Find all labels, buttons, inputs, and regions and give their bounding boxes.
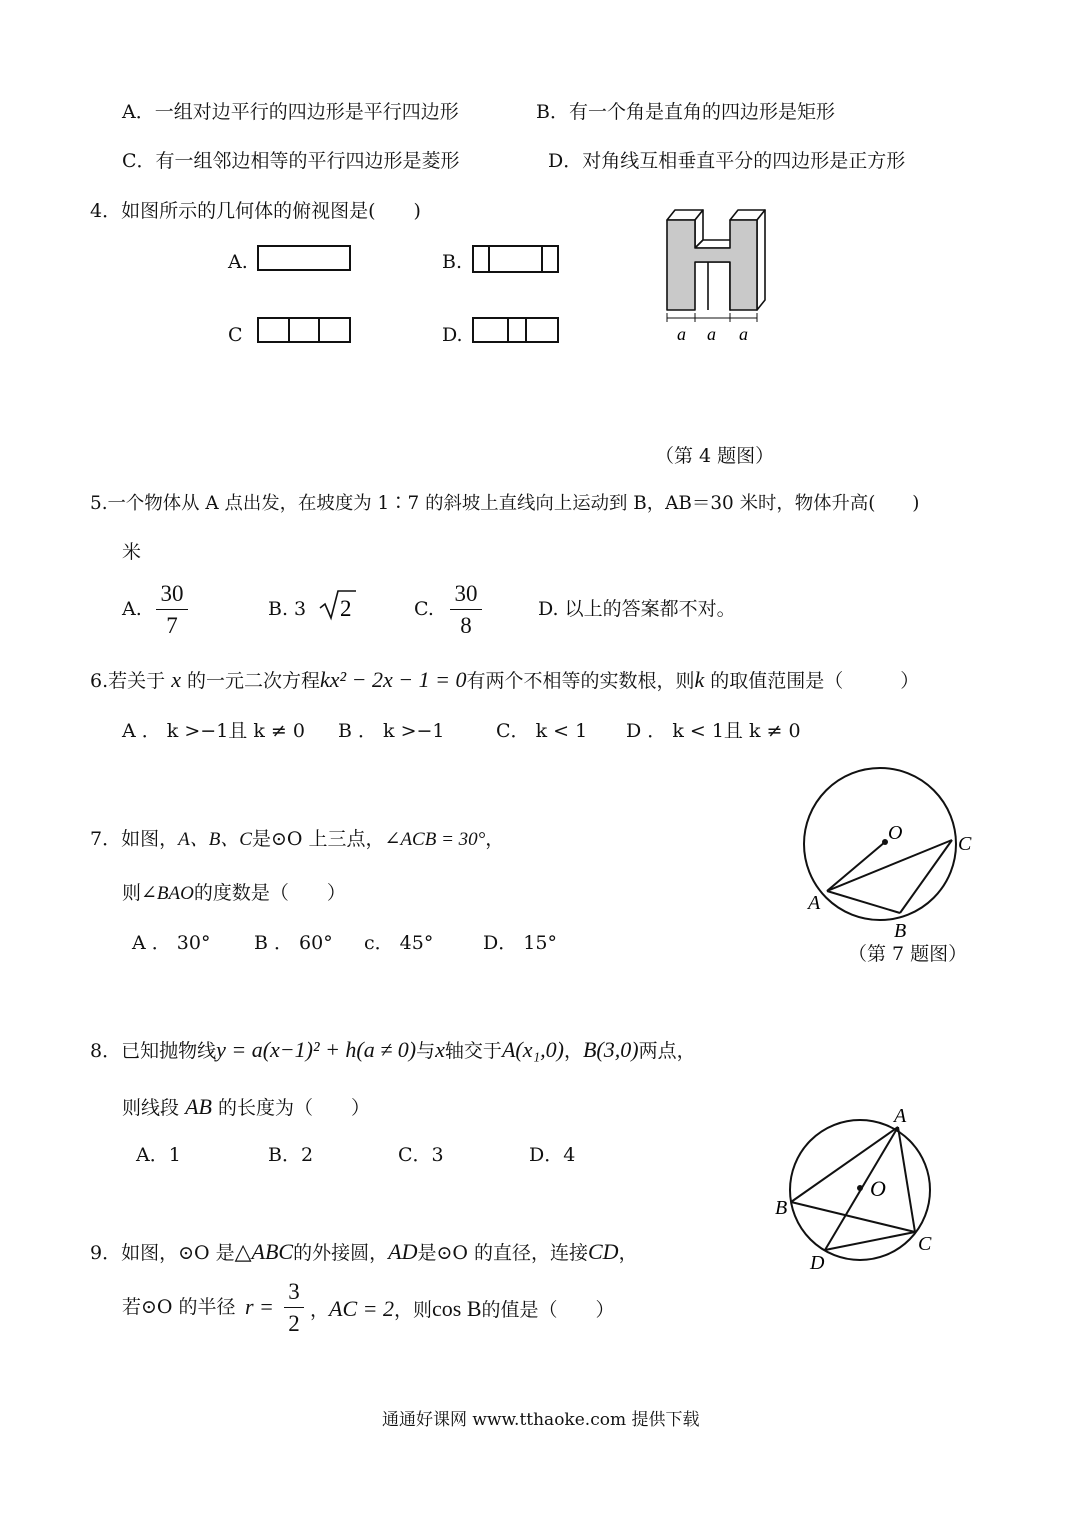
q9-text-b: 的外接圆，	[293, 1242, 389, 1264]
q7-line2-angle: ∠BAO	[141, 883, 194, 904]
q7-points: A、B、C	[178, 829, 252, 850]
q8-line2-a: 则线段	[122, 1097, 180, 1119]
q3-option-d: D．对角线互相垂直平分的四边形是正方形	[548, 150, 906, 172]
q5-option-d: D. 以上的答案都不对。	[538, 598, 736, 620]
q5-label-c: C.	[414, 598, 434, 620]
q5-label-b: B. 3	[268, 598, 307, 620]
q9-label-c: C	[918, 1233, 932, 1255]
q4-dim-a-1: a	[677, 324, 686, 344]
q5-sqrt-radicand: 2	[340, 596, 352, 621]
q7-text-a: 7．如图，	[90, 828, 179, 850]
q8-line2-b: 的长度为（ ）	[218, 1097, 371, 1119]
q9-line2-rest	[310, 1298, 615, 1320]
q8-stem	[90, 1039, 696, 1061]
q7-option-a: A ． 30°	[132, 932, 211, 954]
q6-option-a: A ． k >−1且 k ≠ 0	[122, 720, 305, 742]
q9-line2-ac: AC = 2	[329, 1296, 394, 1321]
q8-point-b: B(3,0)	[582, 1037, 639, 1062]
q7-label-b: B	[894, 920, 907, 942]
q8-text-d: 两点，	[638, 1040, 696, 1062]
q5-stem-cont: 米	[122, 541, 142, 563]
q8-line2-ab: AB	[185, 1094, 212, 1119]
q4-option-d-box	[472, 317, 559, 343]
q7-option-c: c． 45°	[364, 932, 434, 954]
q5-label-a: A.	[122, 598, 142, 620]
q9-text-a: 9．如图，⊙O 是	[90, 1242, 235, 1264]
q9-text-c: 是⊙O 的直径，连接	[417, 1242, 588, 1264]
q7-text-b: 是⊙O 上三点，	[251, 828, 385, 850]
q4-label-d: D.	[442, 324, 463, 346]
q8-text-c: 轴交于	[444, 1040, 502, 1062]
q4-option-c-box	[257, 317, 351, 343]
q9-line2-b: ，	[310, 1299, 330, 1321]
q7-text-c: ，	[485, 828, 505, 850]
q4-label-a: A.	[228, 251, 248, 273]
q9-line2-r: r =	[245, 1294, 274, 1319]
q9-stem	[90, 1241, 638, 1263]
q8-option-b: B．2	[268, 1144, 314, 1166]
q3-option-b: B．有一个角是直角的四边形是矩形	[536, 101, 835, 123]
q4-h-solid-figure	[655, 200, 785, 350]
q6-option-c: C． k < 1	[496, 720, 588, 742]
page-footer: 通通好课网 www.tthaoke.com 提供下载	[382, 1410, 700, 1430]
q6-stem	[90, 669, 919, 691]
q7-caption: （第 7 题图）	[848, 943, 968, 965]
q6-var-k: k	[694, 667, 705, 692]
q4-option-a-box	[257, 245, 351, 271]
q4-dim-a-2: a	[707, 324, 716, 344]
q7-label-o: O	[888, 822, 903, 844]
q9-fraction-den: 2	[288, 1311, 300, 1336]
q5-fraction-a-num: 30	[160, 581, 184, 606]
q8-point-a: A(x₁,0)	[501, 1037, 564, 1062]
q7-stem	[90, 830, 504, 849]
q5-fraction-c-den: 8	[460, 613, 472, 638]
q9-fraction	[284, 1280, 304, 1335]
q9-label-d: D	[810, 1252, 825, 1274]
q4-caption: （第 4 题图）	[655, 445, 775, 467]
q8-option-d: D．4	[529, 1144, 576, 1166]
q9-label-b: B	[775, 1197, 788, 1219]
q9-line2-c: ，则	[393, 1299, 432, 1321]
q8-comma: ，	[563, 1040, 583, 1062]
q7-label-c: C	[958, 833, 972, 855]
q9-cd: CD	[588, 1239, 619, 1264]
q6-option-d: D ． k < 1且 k ≠ 0	[626, 720, 801, 742]
q9-circle-figure	[770, 1100, 950, 1280]
q6-var-x: x	[171, 667, 181, 692]
q8-text-b: 与	[416, 1040, 436, 1062]
q7-option-b: B ． 60°	[254, 932, 333, 954]
q3-option-c: C．有一组邻边相等的平行四边形是菱形	[122, 150, 460, 172]
q8-line2	[122, 1096, 370, 1118]
q4-dim-a-3: a	[739, 324, 748, 344]
q9-line2-d: 的值是（ ）	[481, 1299, 615, 1321]
q8-var-x: x	[435, 1037, 445, 1062]
q6-equation: kx² − 2x − 1 = 0	[320, 667, 467, 692]
q8-option-a: A．1	[136, 1144, 181, 1166]
q5-stem: 5.一个物体从 A 点出发，在坡度为 1∶7 的斜坡上直线向上运动到 B，AB＝30 米时，物体升高( )	[90, 493, 920, 514]
q9-line2-a: 若⊙O 的半径	[122, 1296, 236, 1318]
q5-fraction-a-den: 7	[166, 613, 178, 638]
q6-text-b: 的一元二次方程	[187, 670, 321, 692]
q9-line2-cos: cos B	[432, 1296, 482, 1321]
q9-triangle: △ABC	[234, 1239, 294, 1264]
q7-label-a: A	[808, 892, 821, 914]
q6-option-b: B ． k >−1	[338, 720, 445, 742]
q9-label-a: A	[894, 1105, 907, 1127]
q9-fraction-num: 3	[288, 1279, 300, 1304]
q7-angle: ∠ACB = 30°	[384, 829, 486, 850]
q4-label-b: B.	[442, 251, 463, 273]
q4-option-b-box	[472, 245, 559, 273]
q6-number: 6.	[90, 670, 109, 692]
q7-option-d: D． 15°	[483, 932, 557, 954]
q8-option-c: C．3	[398, 1144, 444, 1166]
q7-line2	[122, 884, 346, 903]
q5-fraction-c-num: 30	[454, 581, 478, 606]
q8-text-a: 8．已知抛物线	[90, 1040, 217, 1062]
q5-sqrt-symbol	[318, 588, 358, 622]
q6-text-d: 的取值范围是（ ）	[710, 670, 920, 692]
q5-fraction-c	[450, 582, 482, 637]
q6-text-a: 若关于	[108, 670, 166, 692]
q9-label-o: O	[870, 1176, 886, 1201]
q5-fraction-a	[156, 582, 188, 637]
q7-line2-a: 则	[122, 882, 142, 904]
q8-equation: y = a(x−1)² + h(a ≠ 0)	[216, 1037, 417, 1062]
q6-text-c: 有两个不相等的实数根，则	[466, 670, 695, 692]
q9-text-d: ，	[618, 1242, 638, 1264]
q4-stem: 4．如图所示的几何体的俯视图是( )	[90, 200, 421, 222]
q7-line2-b: 的度数是（ ）	[193, 882, 346, 904]
q3-option-a: A．一组对边平行的四边形是平行四边形	[122, 101, 459, 123]
q9-ad: AD	[388, 1239, 418, 1264]
q7-circle-figure	[790, 760, 990, 945]
q4-label-c: C	[228, 324, 243, 346]
